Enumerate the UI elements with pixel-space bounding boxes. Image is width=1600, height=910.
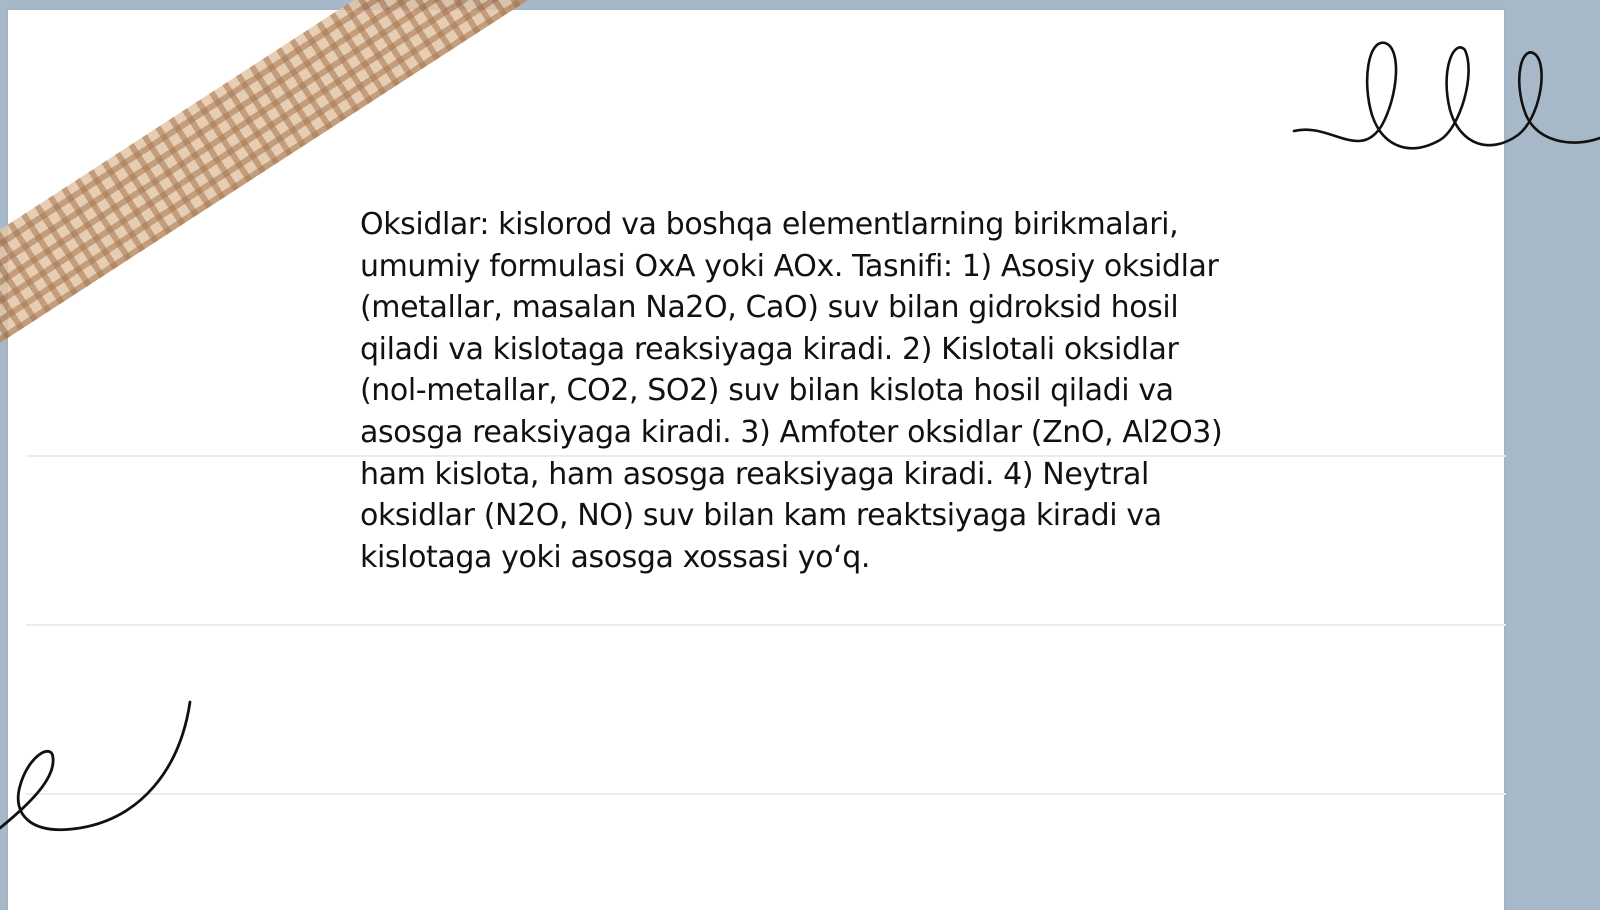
slide-body-text: Oksidlar: kislorod va boshqa elementlarning birikmalari, umumiy formulasi OxA yoki AOx. Tasnifi: 1) Asosiy oksidlar (metallar, masalan Na2O, CaO) suv bilan gidroksid hosil qiladi va kislotaga reaksiyaga kiradi. 2) Kislotali oksidlar (nol-metallar, CO2, SO2) suv bilan kislota hosil qiladi va asosga reaksiyaga kiradi. 3) Amfoter oksidlar (ZnO, Al2O3) ham kislota, ham asosga reaksiyaga kiradi. 4) Neytral oksidlar (N2O, NO) suv bilan kam reaktsiyaga kiradi va kislotaga yoki asosga xossasi yo‘q.	[360, 207, 1223, 575]
ruled-line	[26, 624, 1506, 626]
loop-scribble-icon	[1290, 30, 1600, 170]
swirl-scribble-icon	[0, 690, 200, 850]
ruled-line	[26, 793, 1506, 795]
